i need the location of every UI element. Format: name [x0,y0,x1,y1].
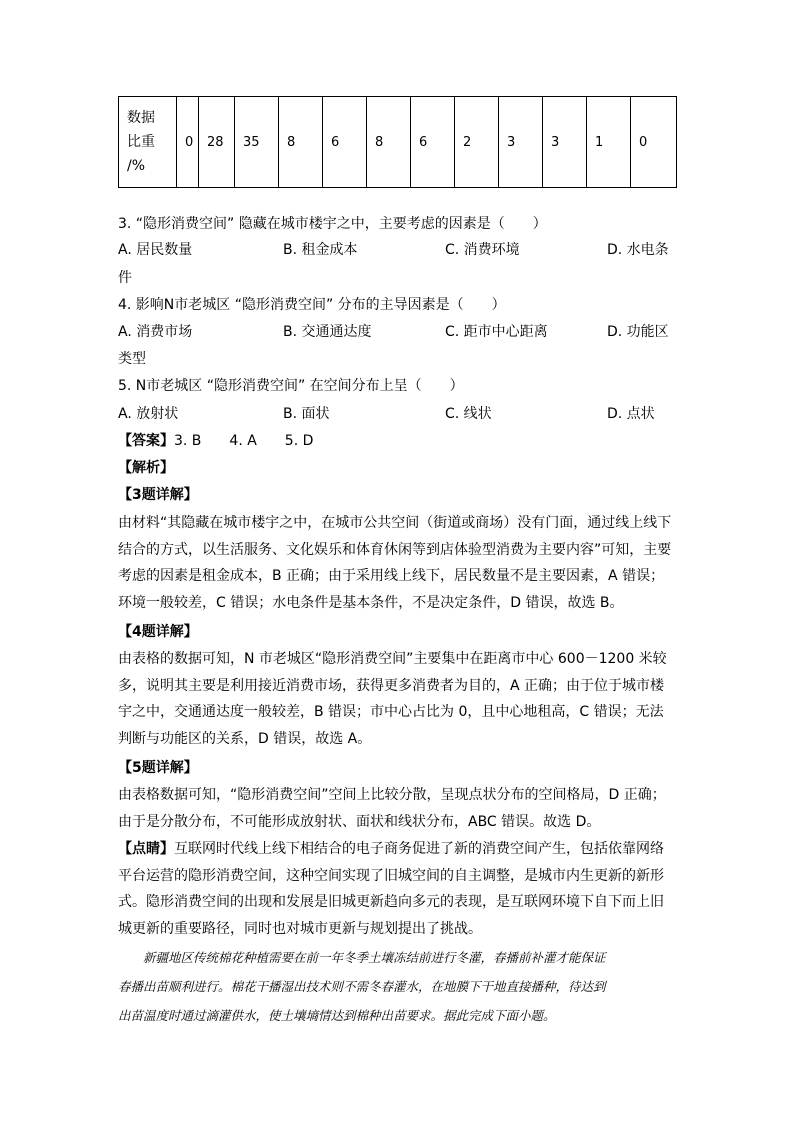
text-line: 考虑的因素是租金成本，B 正确；由于采用线上线下，居民数量不是主要因素，A 错误； [118,568,665,585]
table-cell: 8 [279,97,323,188]
analysis-label: 【解析】 [118,460,174,476]
detail-5-text [118,782,678,835]
table-cell: 2 [455,97,499,188]
detail-3-text [118,510,678,617]
question-3-option-a: A. 居民数量 [118,242,193,258]
text-line: 出苗温度时通过滴灌供水，使土壤墒情达到棉种出苗要求。据此完成下面小题。 [118,1008,556,1023]
table-cell: 0 [631,97,677,188]
table-cell: 8 [367,97,411,188]
table-cell: 0 [177,97,199,188]
question-4-option-wrap: 类型 [118,351,146,367]
text-line: 由表格的数据可知，N 市老城区“隐形消费空间”主要集中在距离市中心 600－1200 米较 [118,651,667,667]
question-4-option-d: D. 功能区 [607,324,669,340]
text-line: 春播出苗顺利进行。棉花干播湿出技术则不需冬春灌水，在地膜下干地直接播种，待达到 [118,979,606,994]
data-table [118,96,677,188]
text-line: 平台运营的隐形消费空间，这种空间实现了旧城空间的自主调整，是城市内生更新的新形 [118,867,664,884]
table-row-label [119,97,177,188]
detail-4-text [118,646,678,753]
table-cell: 6 [411,97,455,188]
row-label-line: 比重 [127,134,155,150]
text-line: 宇之中，交通通达度一般较差，B 错误；市中心占比为 0，且中心地租高，C 错误；无法 [118,704,664,721]
question-4-stem: 4. 影响N市老城区 “隐形消费空间” 分布的主导因素是（ ） [118,297,506,313]
tip-label: 【点睛】 [118,841,174,857]
text-line: 结合的方式，以生活服务、文化娱乐和体育休闲等到店体验型消费为主要内容”可知，主要 [118,541,672,558]
table-cell: 28 [199,97,235,188]
question-3-option-d: D. 水电条 [607,242,669,258]
question-4-option-c: C. 距市中心距离 [445,324,548,340]
question-3-option-c: C. 消费环境 [445,242,520,258]
detail-4-label: 【4题详解】 [118,624,198,640]
text-line: 新疆地区传统棉花种植需要在前一年冬季土壤冻结前进行冬灌，春播前补灌才能保证 [118,950,606,965]
detail-5-label: 【5题详解】 [118,760,198,776]
answer-line [118,431,313,451]
row-label-line: 数据 [127,110,155,126]
question-4-option-a: A. 消费市场 [118,324,193,340]
row-label-line: /% [127,158,146,174]
table-cell: 6 [323,97,367,188]
text-line: 由材料“其隐藏在城市楼宇之中，在城市公共空间（街道或商场）没有门面，通过线上线下 [118,515,672,531]
text-line: 判断与功能区的关系，D 错误，故选 A。 [118,731,372,748]
text-line: 由表格数据可知，“隐形消费空间”空间上比较分散，呈现点状分布的空间格局，D 正确； [118,787,666,803]
question-5-option-b: B. 面状 [283,406,330,422]
question-5-option-c: C. 线状 [445,406,492,422]
tip-text [118,836,678,943]
text-line: 环境一般较差，C 错误；水电条件是基本条件，不是决定条件，D 错误，故选 B。 [118,595,624,612]
table-cell: 3 [499,97,543,188]
table-row [119,97,677,188]
table-cell: 1 [587,97,631,188]
text-line: 城更新的重要路径，同时也对城市更新与规划提出了挑战。 [118,921,482,938]
answer-label: 【答案】 [118,433,174,449]
text-line [118,836,678,863]
next-material [118,943,678,1030]
question-3-stem: 3. “隐形消费空间” 隐藏在城市楼宇之中，主要考虑的因素是（ ） [118,216,547,232]
table-cell: 3 [543,97,587,188]
question-5-option-d: D. 点状 [607,406,655,422]
question-5-option-a: A. 放射状 [118,406,179,422]
answer-text: 3. B 4. A 5. D [174,433,314,449]
question-4-option-b: B. 交通通达度 [283,324,372,340]
tip-first-line: 互联网时代线上线下相结合的电子商务促进了新的消费空间产生，包括依靠网络 [174,841,664,857]
text-line: 由于是分散分布，不可能形成放射状、面状和线状分布，ABC 错误。故选 D。 [118,813,601,830]
text-line: 式。隐形消费空间的出现和发展是旧城更新趋向多元的表现，是互联网环境下自下而上旧 [118,894,664,911]
detail-3-label: 【3题详解】 [118,487,198,503]
question-5-stem: 5. N市老城区 “隐形消费空间” 在空间分布上呈（ ） [118,378,464,394]
text-line: 多，说明其主要是利用接近消费市场，获得更多消费者为目的，A 正确；由于位于城市楼 [118,677,665,694]
question-3-option-wrap: 件 [118,270,132,286]
table-cell: 35 [235,97,279,188]
question-3-option-b: B. 租金成本 [283,242,358,258]
